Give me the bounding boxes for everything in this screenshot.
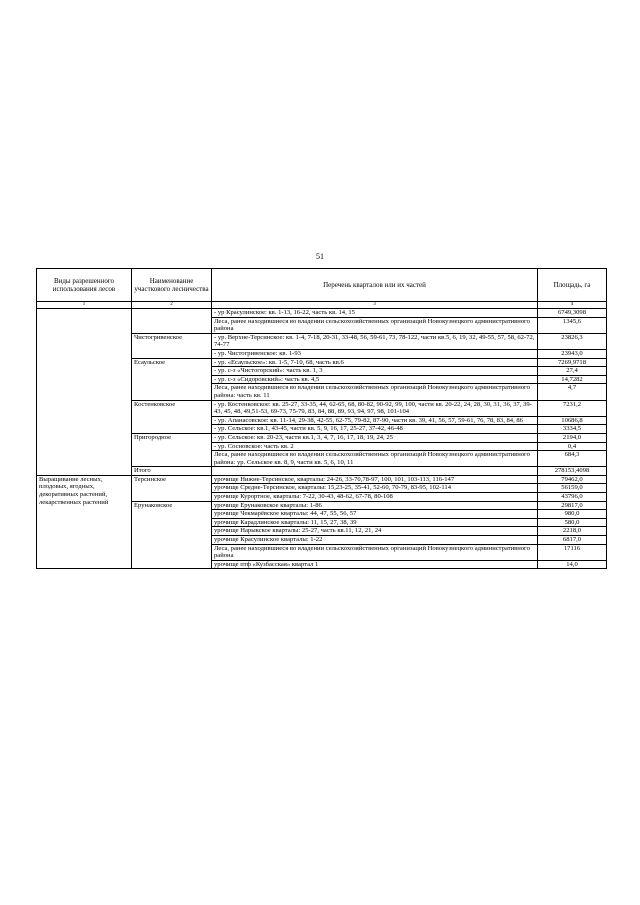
header-area: Площадь, га [538, 269, 607, 302]
quarters-cell: Леса, ранее находившиеся во владении сельскохозяйственных организаций Новокузнецкого административного района [212, 544, 538, 560]
quarters-cell: - ур. «Есаульское»: кв. 1-5, 7-10, 68, часть кв.6 [212, 358, 538, 367]
area-cell: 56159,0 [538, 484, 607, 493]
area-cell: 7231,2 [538, 400, 607, 416]
quarters-cell: урочище Чекмарёвское кварталы: 44, 47, 55, 56, 57 [212, 510, 538, 519]
area-cell: 2218,0 [538, 527, 607, 536]
quarters-cell: - ур. Апанасовское: кв. 11-14, 29-38, 42-55, 62-75, 79-82, 87-90, части кв. 39, 41, 56, 57, 59-61, 76, 78, 83, 84, 86 [212, 416, 538, 425]
header-quarters: Перечень кварталов или их частей [212, 269, 538, 302]
quarters-cell: - ур. Сельское: кв. 20-23, части кв.1, 3, 4, 7, 16, 17, 18, 19, 24, 25 [212, 433, 538, 442]
area-cell: 1345,6 [538, 317, 607, 333]
area-cell: 980,0 [538, 510, 607, 519]
col-number: 4 [538, 302, 607, 309]
area-cell: 79462,0 [538, 475, 607, 484]
quarters-cell: Леса, ранее находившиеся во владении сельскохозяйственных организаций Новокузнецкого административного района [212, 317, 538, 333]
area-cell: 4,7 [538, 384, 607, 400]
quarters-cell: - ур. Костенковское: кв. 25-27, 33-35, 44, 62-65, 68, 80-82, 90-92, 99, 100, части кв. 20-22, 24, 28, 30, 31, 36, 37, 39-43, 45, 48, 49,51-53, 69-73, 75-79, 83, 84, 88, 89, 93, 94, 97, 98, 101-104 [212, 400, 538, 416]
quarters-cell: - ур. Сельское: кв.1, 43-45, части кв. 5, 9, 16, 17, 25-27, 37-42, 46-48 [212, 425, 538, 434]
area-cell: 14,0 [538, 560, 607, 569]
area-cell: 29817,0 [538, 501, 607, 510]
quarters-cell: - ур. с-з «Сидоровский»: часть кв. 4,5 [212, 375, 538, 384]
area-cell: 23943,0 [538, 349, 607, 358]
table-row [37, 309, 607, 318]
forestry-cell: Чистогривенское [132, 333, 212, 358]
area-cell: 3334,5 [538, 425, 607, 434]
area-cell: 684,3 [538, 451, 607, 467]
quarters-cell: урочище Карадлинское кварталы: 11, 15, 27, 38, 39 [212, 518, 538, 527]
col-number: 1 [37, 302, 132, 309]
forestry-cell: Терсинское [132, 475, 212, 501]
col-number: 2 [132, 302, 212, 309]
quarters-cell: Леса, ранее находившиеся во владении сельскохозяйственных организаций Новокузнецкого административного района: ур. Сельское кв. 8, 9, части кв. 5, 6, 10, 11 [212, 451, 538, 467]
forestry-cell: Костенковское [132, 400, 212, 433]
quarters-cell: Леса, ранее находившиеся во владении сельскохозяйственных организаций Новокузнецкого административного района: часть кв. 11 [212, 384, 538, 400]
area-cell: 6817,0 [538, 536, 607, 545]
table-row [37, 475, 607, 484]
area-cell: 23826,3 [538, 333, 607, 349]
quarters-cell: урочище Средне-Терсинское, кварталы: 15,23-25, 35-41, 52-60, 70-79, 83-95, 102-114 [212, 484, 538, 493]
quarters-cell: - ур. Верхне-Терсинское: кв. 1-4, 7-18, 20-31, 33-48, 56, 59-61, 73, 78-122, части кв.5, 6, 19, 32, 49-55, 57, 58, 62-72, 74-77 [212, 333, 538, 349]
total-empty-cell [212, 467, 538, 476]
column-numbers-row [37, 302, 607, 309]
area-cell: 17116 [538, 544, 607, 560]
quarters-cell: урочище Нижне-Терсинское, кварталы: 24-26, 33-70,78-97, 100, 101, 103-113, 116-147 [212, 475, 538, 484]
area-cell: 6749,3098 [538, 309, 607, 318]
header-use-type: Виды разрешенного использования лесов [37, 269, 132, 302]
quarters-cell: урочище Нарыкское кварталы: 25-27, часть кв.11, 12, 21, 24 [212, 527, 538, 536]
total-label: Итого [132, 467, 212, 476]
use-type-cell: Выращивание лесных, плодовых, ягодных, декоративных растений, лекарственных растений [37, 475, 132, 569]
forest-quarters-table [36, 268, 607, 569]
table-header-row [37, 269, 607, 302]
area-cell: 14,7282 [538, 375, 607, 384]
quarters-cell: - ур Красулинское: кв. 1-13, 16-22, часть кв. 14, 15 [212, 309, 538, 318]
quarters-cell: урочище птф «Кузбасская» квартал 1 [212, 560, 538, 569]
area-cell: 43796,0 [538, 493, 607, 502]
col-number: 3 [212, 302, 538, 309]
quarters-cell: урочище Курортное, кварталы: 7-22, 30-43, 48-62, 67-78, 80-108 [212, 493, 538, 502]
forestry-cell [132, 309, 212, 334]
area-cell: 7269,9718 [538, 358, 607, 367]
area-cell: 580,0 [538, 518, 607, 527]
forestry-cell: Ерунаковское [132, 501, 212, 569]
area-cell: 10686,8 [538, 416, 607, 425]
quarters-cell: - ур. Чистогривенское: кв. 1-93 [212, 349, 538, 358]
quarters-cell: урочище Ерунаковское кварталы: 1-86 [212, 501, 538, 510]
total-value: 278153,4098 [538, 467, 607, 476]
quarters-cell: - ур. Сосновское: часть кв. 2 [212, 442, 538, 451]
use-type-cell [37, 309, 132, 476]
header-forestry: Наименование участкового лесничества [132, 269, 212, 302]
quarters-cell: урочище Красулинское кварталы: 1-22 [212, 536, 538, 545]
forestry-cell: Пригородное [132, 433, 212, 466]
quarters-cell: - ур. с-з «Чистогорский»: часть кв. 1, 3 [212, 367, 538, 376]
area-cell: 0,4 [538, 442, 607, 451]
forestry-cell: Есаульское [132, 358, 212, 400]
page-number: 51 [316, 252, 324, 261]
area-cell: 2194,0 [538, 433, 607, 442]
area-cell: 27,4 [538, 367, 607, 376]
